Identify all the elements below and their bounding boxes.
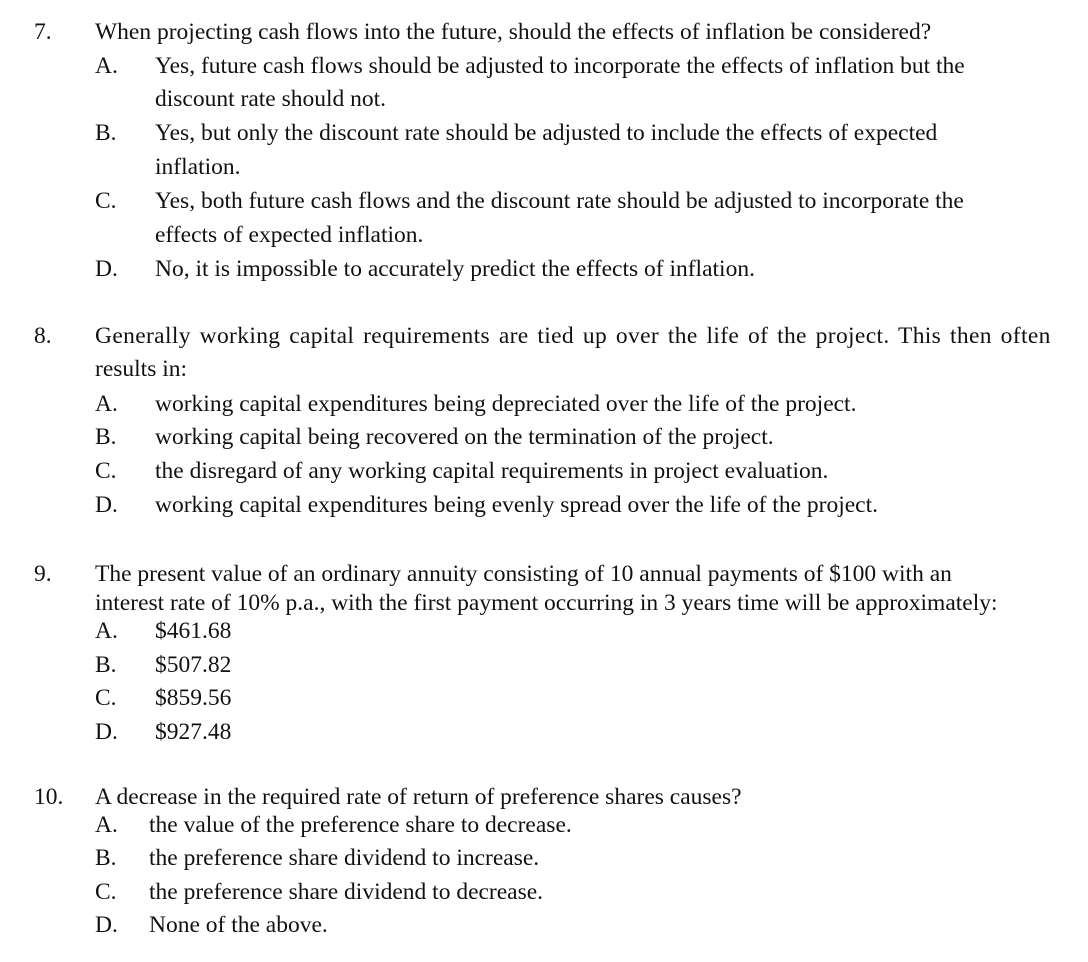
option-text-line: Yes, future cash flows should be adjusted to incorporate the effects of inflation but the	[155, 53, 965, 79]
option-letter: D.	[95, 492, 118, 518]
option-text-line: working capital expenditures being evenly spread over the life of the project.	[155, 492, 879, 518]
question-stem-line: When projecting cash flows into the future, should the effects of inflation be considered?	[95, 19, 932, 45]
option-text-line: Yes, but only the discount rate should be adjusted to include the effects of expected	[155, 120, 938, 146]
option-letter: B.	[95, 424, 117, 450]
question-number: 7.	[34, 19, 52, 45]
option-letter: C.	[95, 879, 117, 905]
option-text-line: $927.48	[155, 719, 232, 745]
option-text-line: $859.56	[155, 685, 232, 711]
option-text-line: $507.82	[155, 652, 232, 678]
option-letter: A.	[95, 53, 118, 79]
option-text-line: $461.68	[155, 618, 232, 644]
option-letter: D.	[95, 912, 118, 938]
option-text-line: working capital being recovered on the termination of the project.	[155, 424, 774, 450]
option-letter: B.	[95, 120, 117, 146]
question-stem-line: The present value of an ordinary annuity consisting of 10 annual payments of $100 with an	[95, 561, 952, 587]
option-letter: D.	[95, 256, 118, 282]
option-letter: C.	[95, 458, 117, 484]
question-stem-line: results in:	[95, 356, 188, 382]
option-letter: A.	[95, 391, 118, 417]
question-number: 9.	[34, 561, 52, 587]
option-text-line: the disregard of any working capital requirements in project evaluation.	[155, 458, 829, 484]
option-text-line: discount rate should not.	[155, 86, 387, 112]
option-letter: B.	[95, 652, 117, 678]
question-number: 8.	[34, 323, 52, 349]
question-stem-line: Generally working capital requirements are tied up over the life of the project. This then often	[95, 323, 1051, 349]
option-text-line: the value of the preference share to decrease.	[149, 812, 572, 838]
option-letter: D.	[95, 719, 118, 745]
question-number: 10.	[34, 784, 64, 810]
option-letter: C.	[95, 188, 117, 214]
option-text-line: effects of expected inflation.	[155, 222, 424, 248]
option-text-line: None of the above.	[149, 912, 328, 938]
option-letter: B.	[95, 845, 117, 871]
option-letter: C.	[95, 685, 117, 711]
option-text-line: the preference share dividend to decrease.	[149, 879, 544, 905]
question-stem-line: interest rate of 10% p.a., with the first payment occurring in 3 years time will be approximately:	[95, 590, 998, 616]
option-letter: A.	[95, 618, 118, 644]
option-text-line: working capital expenditures being depreciated over the life of the project.	[155, 391, 857, 417]
option-text-line: the preference share dividend to increase.	[149, 845, 540, 871]
option-text-line: Yes, both future cash flows and the discount rate should be adjusted to incorporate the	[155, 188, 964, 214]
question-stem-line: A decrease in the required rate of return of preference shares causes?	[95, 784, 742, 810]
option-text-line: No, it is impossible to accurately predict the effects of inflation.	[155, 256, 755, 282]
option-letter: A.	[95, 812, 118, 838]
option-text-line: inflation.	[155, 154, 241, 180]
